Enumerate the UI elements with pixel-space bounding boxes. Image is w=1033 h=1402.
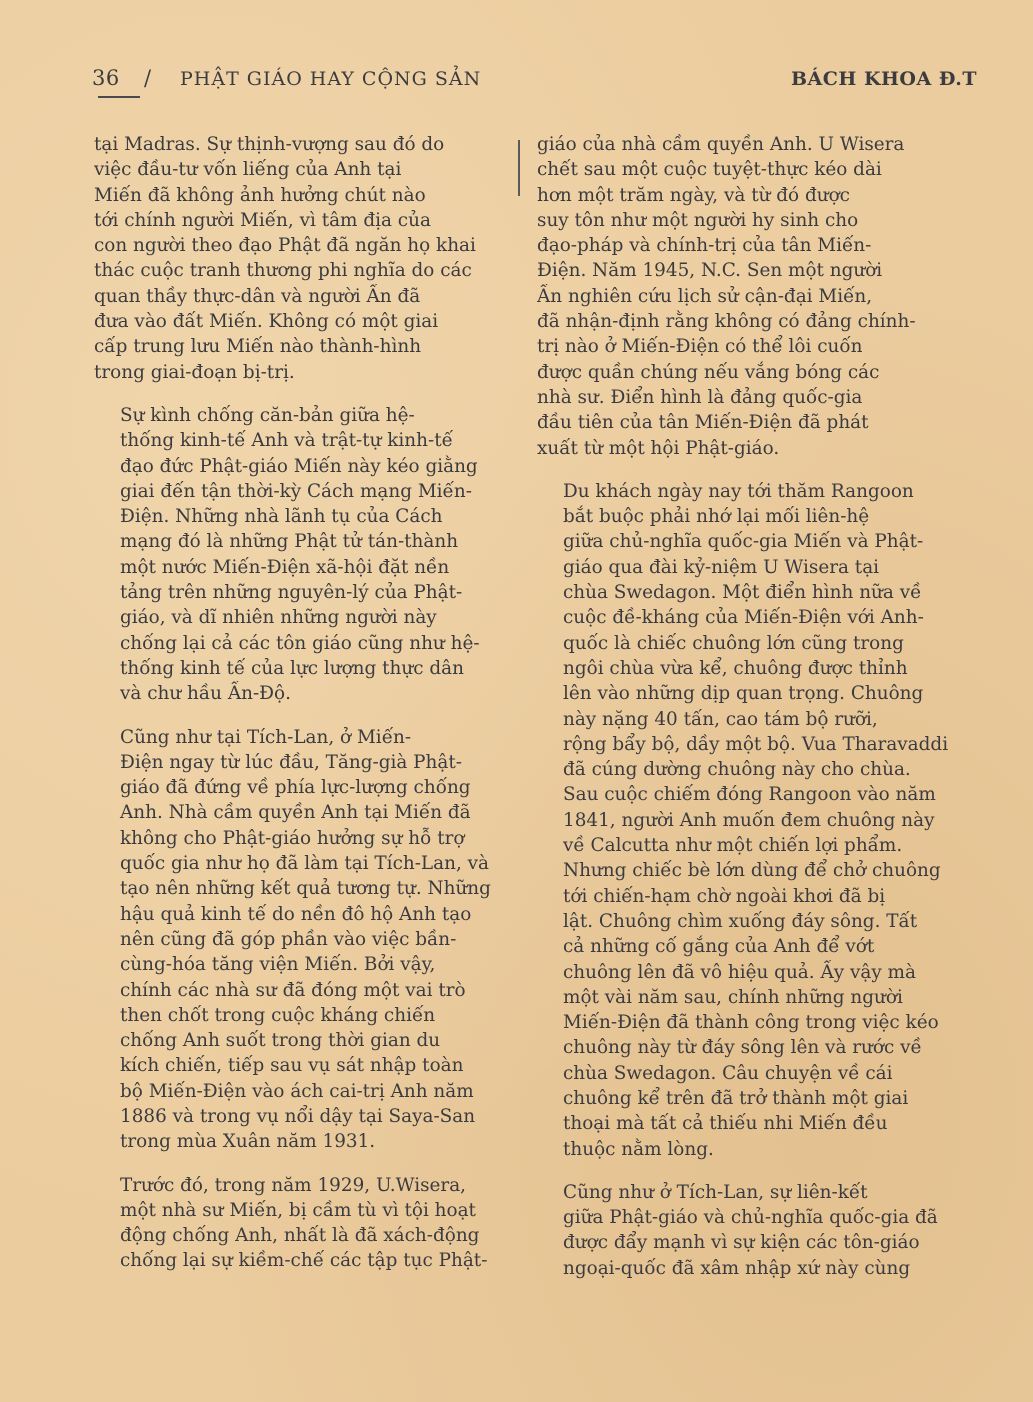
text-line: Sau cuộc chiếm đóng Rangoon vào năm: [563, 784, 936, 806]
text-line: hơn một trăm ngày, và từ đó được: [537, 184, 850, 206]
text-line: Ấn nghiên cứu lịch sử cận-đại Miến,: [537, 285, 873, 307]
text-line: cấp trung lưu Miến nào thành-hình: [94, 336, 422, 358]
paragraph: [94, 1173, 508, 1274]
text-line: giữa chủ-nghĩa quốc-gia Miến và Phật-: [563, 531, 924, 553]
text-line: được đẩy mạnh vì sự kiện các tôn-giáo: [563, 1232, 920, 1254]
text-line: lên vào những dịp quan trọng. Chuông: [563, 683, 924, 705]
text-line: thoại mà tất cả thiếu nhi Miến đều: [563, 1113, 888, 1135]
right-column: [537, 132, 955, 1299]
text-line: 1841, người Anh muốn đem chuông này: [563, 809, 935, 831]
paragraph: [94, 403, 508, 707]
text-line: đã cúng dường chuông này cho chùa.: [563, 759, 911, 781]
text-line: ngôi chùa vừa kể, chuông được thỉnh: [563, 657, 908, 679]
text-line: bắt buộc phải nhớ lại mối liên-hệ: [563, 506, 870, 528]
paragraph: [94, 725, 508, 1155]
text-line: Điện. Những nhà lãnh tụ của Cách: [120, 506, 443, 528]
text-line: chùa Swedagon. Một điển hình nữa về: [563, 582, 922, 604]
text-line: giai đến tận thời-kỳ Cách mạng Miến-: [120, 480, 472, 502]
paragraph: [94, 132, 508, 385]
text-line: tới chiến-hạm chờ ngoài khơi đã bị: [563, 885, 886, 907]
text-line: chuông lên đã vô hiệu quả. Ấy vậy mà: [563, 961, 916, 983]
text-line: lật. Chuông chìm xuống đáy sông. Tất: [563, 910, 918, 932]
text-line: một nước Miến-Điện xã-hội đặt nền: [120, 556, 450, 578]
text-line: nhà sư. Điển hình là đảng quốc-gia: [537, 386, 863, 408]
text-line: tạo nên những kết quả tương tự. Những: [120, 878, 491, 900]
text-line: Miến-Điện đã thành công trong việc kéo: [563, 1012, 939, 1034]
text-line: đầu tiên của tân Miến-Điện đã phát: [537, 412, 869, 434]
text-line: hậu quả kinh tế do nền đô hộ Anh tạo: [120, 903, 472, 925]
text-line: đưa vào đất Miến. Không có một giai: [94, 311, 439, 333]
text-line: Cũng như ở Tích-Lan, sự liên-kết: [563, 1181, 868, 1203]
text-line: chùa Swedagon. Câu chuyện về cái: [563, 1062, 893, 1084]
text-line: Miến đã không ảnh hưởng chút nào: [94, 184, 426, 206]
text-line: thống kinh tế của lực lượng thực dân: [120, 657, 464, 679]
running-title: PHẬT GIÁO HAY CỘNG SẢN: [180, 68, 482, 90]
text-line: đạo-pháp và chính-trị của tân Miến-: [537, 235, 872, 257]
text-line: quan thầy thực-dân và người Ấn đã: [94, 285, 421, 307]
text-line: mạng đó là những Phật tử tán-thành: [120, 531, 459, 553]
text-line: giáo, và dĩ nhiên những người này: [120, 607, 437, 629]
text-line: Điện ngay từ lúc đầu, Tăng-già Phật-: [120, 751, 462, 773]
column-rule-mark: [518, 140, 520, 196]
paragraph: [537, 479, 955, 1162]
text-line: Sự kình chống căn-bản giữa hệ-: [120, 404, 415, 426]
text-line: chuông này từ đáy sông lên và rước về: [563, 1037, 922, 1059]
text-line: động chống Anh, nhất là đã xách-động: [120, 1225, 480, 1247]
text-line: giáo qua đài kỷ-niệm U Wisera tại: [563, 556, 880, 578]
header-separator: /: [144, 66, 152, 90]
text-line: Du khách ngày nay tới thăm Rangoon: [563, 480, 914, 502]
text-line: chống lại cả các tôn giáo cũng như hệ-: [120, 632, 480, 654]
text-line: cuộc đề-kháng của Miến-Điện với Anh-: [563, 607, 924, 629]
text-line: đạo đức Phật-giáo Miến này kéo giằng: [120, 455, 478, 477]
text-line: trong mùa Xuân năm 1931.: [120, 1131, 376, 1153]
text-line: được quần chúng nếu vắng bóng các: [537, 361, 880, 383]
text-line: Cũng như tại Tích-Lan, ở Miến-: [120, 726, 412, 748]
text-line: suy tôn như một người hy sinh cho: [537, 209, 859, 231]
paragraph: [537, 1180, 955, 1281]
text-line: thác cuộc tranh thương phi nghĩa do các: [94, 260, 472, 282]
text-line: không cho Phật-giáo hưởng sự hỗ trợ: [120, 827, 465, 849]
text-line: thống kinh-tế Anh và trật-tự kinh-tế: [120, 430, 453, 452]
text-line: quốc là chiếc chuông lớn cũng trong: [563, 632, 904, 654]
text-line: cả những cố gắng của Anh để vớt: [563, 936, 875, 958]
text-line: nên cũng đã góp phần vào việc bần-: [120, 928, 457, 950]
text-line: chính các nhà sư đã đóng một vai trò: [120, 979, 466, 1001]
left-column: [94, 132, 508, 1292]
text-line: này nặng 40 tấn, cao tám bộ rưỡi,: [563, 708, 878, 730]
text-line: việc đầu-tư vốn liếng của Anh tại: [94, 159, 402, 181]
text-line: giữa Phật-giáo và chủ-nghĩa quốc-gia đã: [563, 1207, 938, 1229]
text-line: chuông kể trên đã trở thành một giai: [563, 1087, 909, 1109]
text-line: một vài năm sau, chính những người: [563, 986, 903, 1008]
text-line: bộ Miến-Điện vào ách cai-trị Anh năm: [120, 1080, 474, 1102]
text-line: kích chiến, tiếp sau vụ sát nhập toàn: [120, 1055, 464, 1077]
text-line: Anh. Nhà cầm quyền Anh tại Miến đã: [120, 802, 471, 824]
text-line: tảng trên những nguyên-lý của Phật-: [120, 582, 463, 604]
text-line: một nhà sư Miến, bị cầm tù vì tội hoạt: [120, 1199, 476, 1221]
text-line: Trước đó, trong năm 1929, U.Wisera,: [120, 1174, 466, 1196]
text-line: then chốt trong cuộc kháng chiến: [120, 1004, 436, 1026]
text-line: quốc gia như họ đã làm tại Tích-Lan, và: [120, 853, 489, 875]
text-line: đã nhận-định rằng không có đảng chính-: [537, 311, 916, 333]
text-line: trong giai-đoạn bị-trị.: [94, 361, 295, 383]
text-line: giáo đã đứng về phía lực-lượng chống: [120, 777, 471, 799]
text-line: ngoại-quốc đã xâm nhập xứ này cùng: [563, 1257, 911, 1279]
text-line: Nhưng chiếc bè lớn dùng để chở chuông: [563, 860, 941, 882]
text-line: 1886 và trong vụ nổi dậy tại Saya-San: [120, 1105, 476, 1127]
text-line: xuất từ một hội Phật-giáo.: [537, 437, 780, 459]
text-line: rộng bẩy bộ, dầy một bộ. Vua Tharavaddi: [563, 733, 949, 755]
paragraph: [537, 132, 955, 461]
text-line: con người theo đạo Phật đã ngăn họ khai: [94, 235, 476, 257]
text-line: thuộc nằm lòng.: [563, 1138, 714, 1160]
text-line: giáo của nhà cầm quyền Anh. U Wisera: [537, 134, 905, 155]
text-line: tại Madras. Sự thịnh-vượng sau đó do: [94, 134, 445, 155]
journal-name: BÁCH KHOA Đ.T: [790, 68, 977, 90]
text-line: Điện. Năm 1945, N.C. Sen một người: [537, 260, 883, 282]
text-line: chống Anh suốt trong thời gian du: [120, 1030, 441, 1052]
text-line: trị nào ở Miến-Điện có thể lôi cuốn: [537, 336, 863, 358]
text-line: chống lại sự kiềm-chế các tập tục Phật-: [120, 1250, 488, 1272]
page-header: [92, 66, 977, 100]
text-line: chết sau một cuộc tuyệt-thực kéo dài: [537, 159, 882, 181]
page-number-underline: [98, 96, 140, 98]
text-line: về Calcutta như một chiến lợi phẩm.: [563, 835, 903, 857]
text-line: và chư hầu Ấn-Độ.: [120, 683, 291, 705]
text-line: cùng-hóa tăng viện Miến. Bởi vậy,: [120, 954, 436, 976]
page-number: 36: [92, 66, 120, 90]
text-line: tới chính người Miến, vì tâm địa của: [94, 209, 431, 231]
